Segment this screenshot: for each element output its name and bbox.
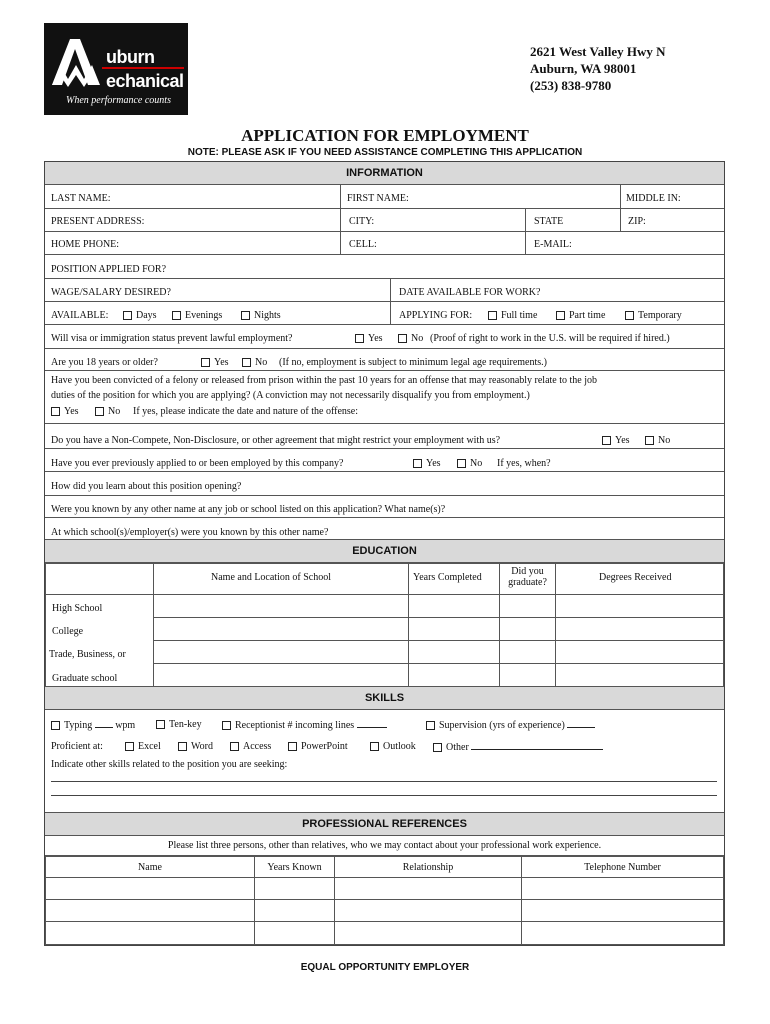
previous-no-checkbox[interactable]: No	[457, 458, 482, 469]
noncompete-question: Do you have a Non-Compete, Non-Disclosure, or other agreement that might restrict your employment with us?	[51, 435, 501, 446]
felony-yes-checkbox[interactable]: Yes	[51, 406, 79, 417]
proficient-label: Proficient at:	[51, 741, 103, 752]
references-header: PROFESSIONAL REFERENCES	[45, 812, 724, 836]
name-row	[45, 185, 724, 209]
trade-grad-cell[interactable]	[499, 640, 556, 664]
ref-col-years: Years Known	[254, 856, 335, 878]
references-instructions-row	[45, 836, 724, 856]
logo-am-mark-icon	[50, 35, 102, 87]
equal-opportunity-footer: EQUAL OPPORTUNITY EMPLOYER	[300, 962, 470, 973]
logo-word-auburn: uburn	[106, 47, 155, 67]
address-phone: (253) 838-9780	[530, 78, 612, 93]
availability-row	[45, 302, 724, 325]
date-available-field[interactable]: DATE AVAILABLE FOR WORK?	[399, 287, 541, 298]
temporary-checkbox[interactable]: Temporary	[625, 310, 682, 321]
age-yes-checkbox[interactable]: Yes	[201, 357, 229, 368]
applying-for-label: APPLYING FOR:	[399, 310, 473, 321]
previous-question: Have you ever previously applied to or been employed by this company?	[51, 458, 344, 469]
college-name-cell[interactable]	[153, 617, 409, 641]
previous-row	[45, 449, 724, 472]
ref-col-relationship: Relationship	[334, 856, 522, 878]
ref3-phone-cell[interactable]	[521, 921, 724, 945]
ref-col-name: Name	[45, 856, 255, 878]
ref3-relationship-cell[interactable]	[334, 921, 522, 945]
address-line-2: Auburn, WA 98001	[530, 61, 637, 76]
logo-tagline: When performance counts	[66, 95, 171, 106]
phone-row	[45, 232, 724, 255]
felony-question-line-2: duties of the position for which you are applying? (A conviction may not necessarily disqualify you from employment.)	[51, 390, 530, 401]
trade-name-cell[interactable]	[153, 640, 409, 664]
other-name-question[interactable]: Were you known by any other name at any job or school listed on this application? What name(s)?	[51, 504, 446, 515]
ref3-name-cell[interactable]	[45, 921, 255, 945]
full-time-checkbox[interactable]: Full time	[488, 310, 537, 321]
present-address-field[interactable]: PRESENT ADDRESS:	[51, 216, 145, 227]
email-field[interactable]: E-MAIL:	[534, 239, 572, 250]
row-graduate-school: Graduate school	[52, 673, 118, 684]
ref1-phone-cell[interactable]	[521, 877, 724, 900]
felony-note: If yes, please indicate the date and nature of the offense:	[133, 406, 358, 417]
other-name-row	[45, 496, 724, 518]
references-instructions: Please list three persons, other than relatives, who we may contact about your professional work experience.	[167, 840, 602, 851]
supervision-checkbox[interactable]: Supervision (yrs of experience)	[426, 719, 595, 731]
indicate-skills-label: Indicate other skills related to the position you are seeking:	[51, 759, 288, 770]
wage-field[interactable]: WAGE/SALARY DESIRED?	[51, 287, 171, 298]
position-applied-field[interactable]: POSITION APPLIED FOR?	[51, 264, 167, 275]
education-corner-cell	[45, 563, 154, 595]
city-field[interactable]: CITY:	[349, 216, 375, 227]
company-address	[530, 43, 666, 94]
skills-section	[45, 710, 724, 810]
powerpoint-checkbox[interactable]: PowerPoint	[288, 741, 348, 752]
noncompete-row	[45, 424, 724, 449]
age-no-checkbox[interactable]: No	[242, 357, 267, 368]
available-label: AVAILABLE:	[51, 310, 109, 321]
trade-years-cell[interactable]	[408, 640, 500, 664]
ref3-years-cell[interactable]	[254, 921, 335, 945]
felony-question-line-1: Have you been convicted of a felony or released from prison within the past 10 years for an offense that may reasonably relate to the job	[51, 375, 598, 386]
visa-row	[45, 325, 724, 349]
education-header: EDUCATION	[45, 540, 724, 563]
skills-header: SKILLS	[45, 686, 724, 710]
age-note: (If no, employment is subject to minimum legal age requirements.)	[279, 357, 547, 368]
other-skills-line-1[interactable]	[51, 781, 717, 782]
ref2-relationship-cell[interactable]	[334, 899, 522, 922]
other-skills-line-2[interactable]	[51, 795, 717, 796]
learn-question[interactable]: How did you learn about this position opening?	[51, 481, 242, 492]
row-trade-business: Trade, Business, or	[49, 649, 126, 660]
references-table	[45, 856, 724, 945]
felony-row	[45, 371, 724, 424]
visa-yes-checkbox[interactable]: Yes	[355, 333, 383, 344]
hs-grad-cell[interactable]	[499, 594, 556, 618]
days-checkbox[interactable]: Days	[123, 310, 157, 321]
previous-when-field[interactable]: If yes, when?	[497, 458, 551, 469]
visa-no-checkbox[interactable]: No	[398, 333, 423, 344]
age-row	[45, 349, 724, 371]
hs-years-cell[interactable]	[408, 594, 500, 618]
typing-checkbox[interactable]: Typing wpm	[51, 719, 135, 731]
address-row	[45, 209, 724, 232]
college-years-cell[interactable]	[408, 617, 500, 641]
previous-yes-checkbox[interactable]: Yes	[413, 458, 441, 469]
access-checkbox[interactable]: Access	[230, 741, 271, 752]
ref2-name-cell[interactable]	[45, 899, 255, 922]
state-field[interactable]: STATE	[534, 216, 564, 227]
position-row	[45, 255, 724, 279]
hs-name-cell[interactable]	[153, 594, 409, 618]
noncompete-yes-checkbox[interactable]: Yes	[602, 435, 630, 446]
education-col-years: Years Completed	[408, 563, 500, 595]
ref1-relationship-cell[interactable]	[334, 877, 522, 900]
company-logo	[44, 23, 188, 115]
ref2-years-cell[interactable]	[254, 899, 335, 922]
row-high-school: High School	[52, 603, 103, 614]
hs-degree-cell[interactable]	[555, 594, 724, 618]
evenings-checkbox[interactable]: Evenings	[172, 310, 222, 321]
learn-row	[45, 472, 724, 496]
tenkey-checkbox[interactable]: Ten-key	[156, 719, 202, 730]
education-col-graduate: Did you graduate?	[499, 563, 556, 595]
felony-no-checkbox[interactable]: No	[95, 406, 120, 417]
row-college: College	[52, 626, 84, 637]
education-table	[45, 563, 724, 690]
other-name-where-row	[45, 518, 724, 540]
trade-degree-cell[interactable]	[555, 640, 724, 664]
noncompete-no-checkbox[interactable]: No	[645, 435, 670, 446]
word-checkbox[interactable]: Word	[178, 741, 213, 752]
zip-field[interactable]: ZIP:	[628, 216, 646, 227]
visa-question: Will visa or immigration status prevent lawful employment?	[51, 333, 293, 344]
wage-row	[45, 279, 724, 302]
education-col-degrees: Degrees Received	[555, 563, 724, 595]
assistance-note: NOTE: PLEASE ASK IF YOU NEED ASSISTANCE COMPLETING THIS APPLICATION	[187, 147, 583, 158]
address-line-1: 2621 West Valley Hwy N	[530, 44, 666, 59]
other-name-where-question[interactable]: At which school(s)/employer(s) were you known by this other name?	[51, 527, 329, 538]
first-name-field[interactable]: FIRST NAME:	[347, 193, 409, 204]
home-phone-field[interactable]: HOME PHONE:	[51, 239, 120, 250]
part-time-checkbox[interactable]: Part time	[556, 310, 605, 321]
age-question: Are you 18 years or older?	[51, 357, 158, 368]
receptionist-checkbox[interactable]: Receptionist # incoming lines	[222, 719, 387, 731]
ref1-years-cell[interactable]	[254, 877, 335, 900]
other-skill-checkbox[interactable]: Other	[433, 741, 603, 753]
outlook-checkbox[interactable]: Outlook	[370, 741, 416, 752]
middle-initial-field[interactable]: MIDDLE IN:	[626, 193, 681, 204]
nights-checkbox[interactable]: Nights	[241, 310, 281, 321]
education-col-name: Name and Location of School	[153, 563, 409, 595]
cell-field[interactable]: CELL:	[349, 239, 377, 250]
ref1-name-cell[interactable]	[45, 877, 255, 900]
college-degree-cell[interactable]	[555, 617, 724, 641]
education-row-labels	[45, 594, 154, 691]
excel-checkbox[interactable]: Excel	[125, 741, 161, 752]
information-header: INFORMATION	[45, 162, 724, 185]
application-form	[44, 161, 725, 946]
logo-word-mechanical: echanical	[106, 71, 184, 91]
last-name-field[interactable]: LAST NAME:	[51, 193, 111, 204]
ref2-phone-cell[interactable]	[521, 899, 724, 922]
college-grad-cell[interactable]	[499, 617, 556, 641]
visa-note: (Proof of right to work in the U.S. will be required if hired.)	[430, 333, 670, 344]
page-title: APPLICATION FOR EMPLOYMENT	[241, 126, 529, 145]
ref-col-phone: Telephone Number	[521, 856, 724, 878]
